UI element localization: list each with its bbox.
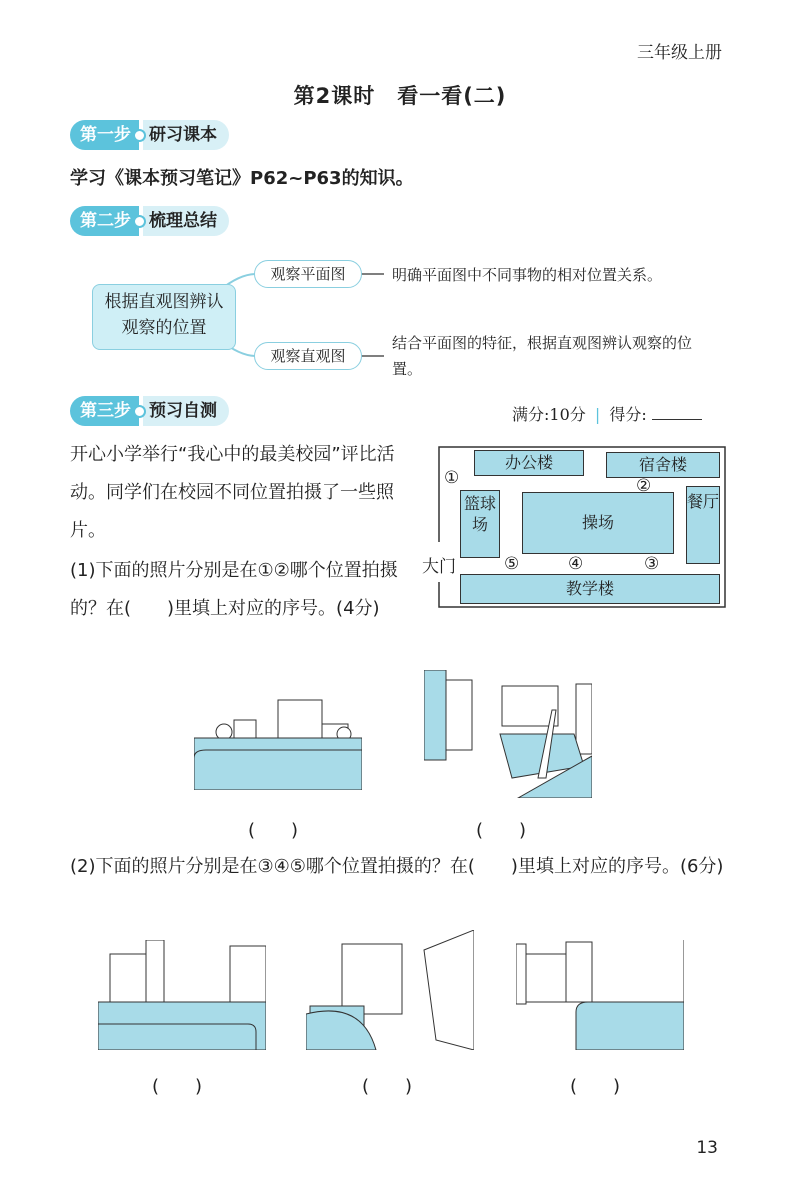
score-full: 满分:10分 [512, 405, 586, 424]
step3-name: 预习自测 [143, 396, 229, 426]
step1-header [70, 120, 229, 150]
step2-name: 梳理总结 [143, 206, 229, 236]
mindmap-branch-bottom: 观察直观图 [254, 342, 362, 370]
question-1: (1)下面的照片分别是在①②哪个位置拍摄的？在( )里填上对应的序号。(4分) [70, 560, 398, 619]
answer-2a[interactable]: ( ) [152, 1076, 203, 1097]
position-5: ⑤ [504, 554, 520, 574]
step-dot-icon [133, 215, 146, 228]
dorm-building: 宿舍楼 [606, 452, 720, 478]
playground: 操场 [522, 492, 674, 554]
position-1: ① [444, 468, 460, 488]
answer-2c[interactable]: ( ) [570, 1076, 621, 1097]
grade-label: 三年级上册 [637, 43, 722, 63]
position-2: ② [636, 476, 652, 496]
mindmap-branch-top: 观察平面图 [254, 260, 362, 288]
step3-tag: 第三步 [70, 396, 139, 426]
step3-header [70, 396, 229, 426]
canteen: 餐厅 [686, 486, 720, 564]
score-get: 得分: [609, 405, 647, 424]
lesson-title: 第2课时 看一看(二) [293, 84, 507, 108]
office-building: 办公楼 [474, 450, 584, 476]
step1-tag: 第一步 [70, 120, 139, 150]
note-bottom: 结合平面图的特征，根据直观图辨认观察的位置。 [392, 334, 693, 378]
page-number: 13 [696, 1138, 718, 1158]
score-line [512, 402, 702, 425]
campus-map [438, 446, 726, 608]
note-top: 明确平面图中不同事物的相对位置关系。 [392, 266, 663, 284]
step-dot-icon [133, 129, 146, 142]
photo-2a [98, 940, 266, 1050]
photo-1a [194, 690, 362, 790]
answer-2b[interactable]: ( ) [362, 1076, 413, 1097]
step1-text: 学习《课本预习笔记》P62~P63的知识。 [70, 168, 414, 189]
question-intro: 开心小学举行“我心中的最美校园”评比活动。同学们在校园不同位置拍摄了一些照片。 [70, 444, 395, 541]
photo-2b [306, 930, 474, 1050]
step1-name: 研习课本 [143, 120, 229, 150]
photo-1b [424, 670, 592, 798]
photo-2c [516, 940, 684, 1050]
score-separator: | [594, 405, 601, 424]
step-dot-icon [133, 405, 146, 418]
step2-tag: 第二步 [70, 206, 139, 236]
gate-label: 大门 [422, 557, 456, 577]
answer-1b[interactable]: ( ) [476, 820, 527, 841]
position-4: ④ [568, 554, 584, 574]
question-2: (2)下面的照片分别是在③④⑤哪个位置拍摄的？在( )里填上对应的序号。(6分) [70, 856, 724, 877]
step2-header [70, 206, 229, 236]
score-blank[interactable] [652, 419, 702, 420]
answer-1a[interactable]: ( ) [248, 820, 299, 841]
mindmap-root: 根据直观图辨认观察的位置 [92, 284, 236, 350]
position-3: ③ [644, 554, 660, 574]
teaching-building: 教学楼 [460, 574, 720, 604]
basketball-court: 篮球场 [460, 490, 500, 558]
